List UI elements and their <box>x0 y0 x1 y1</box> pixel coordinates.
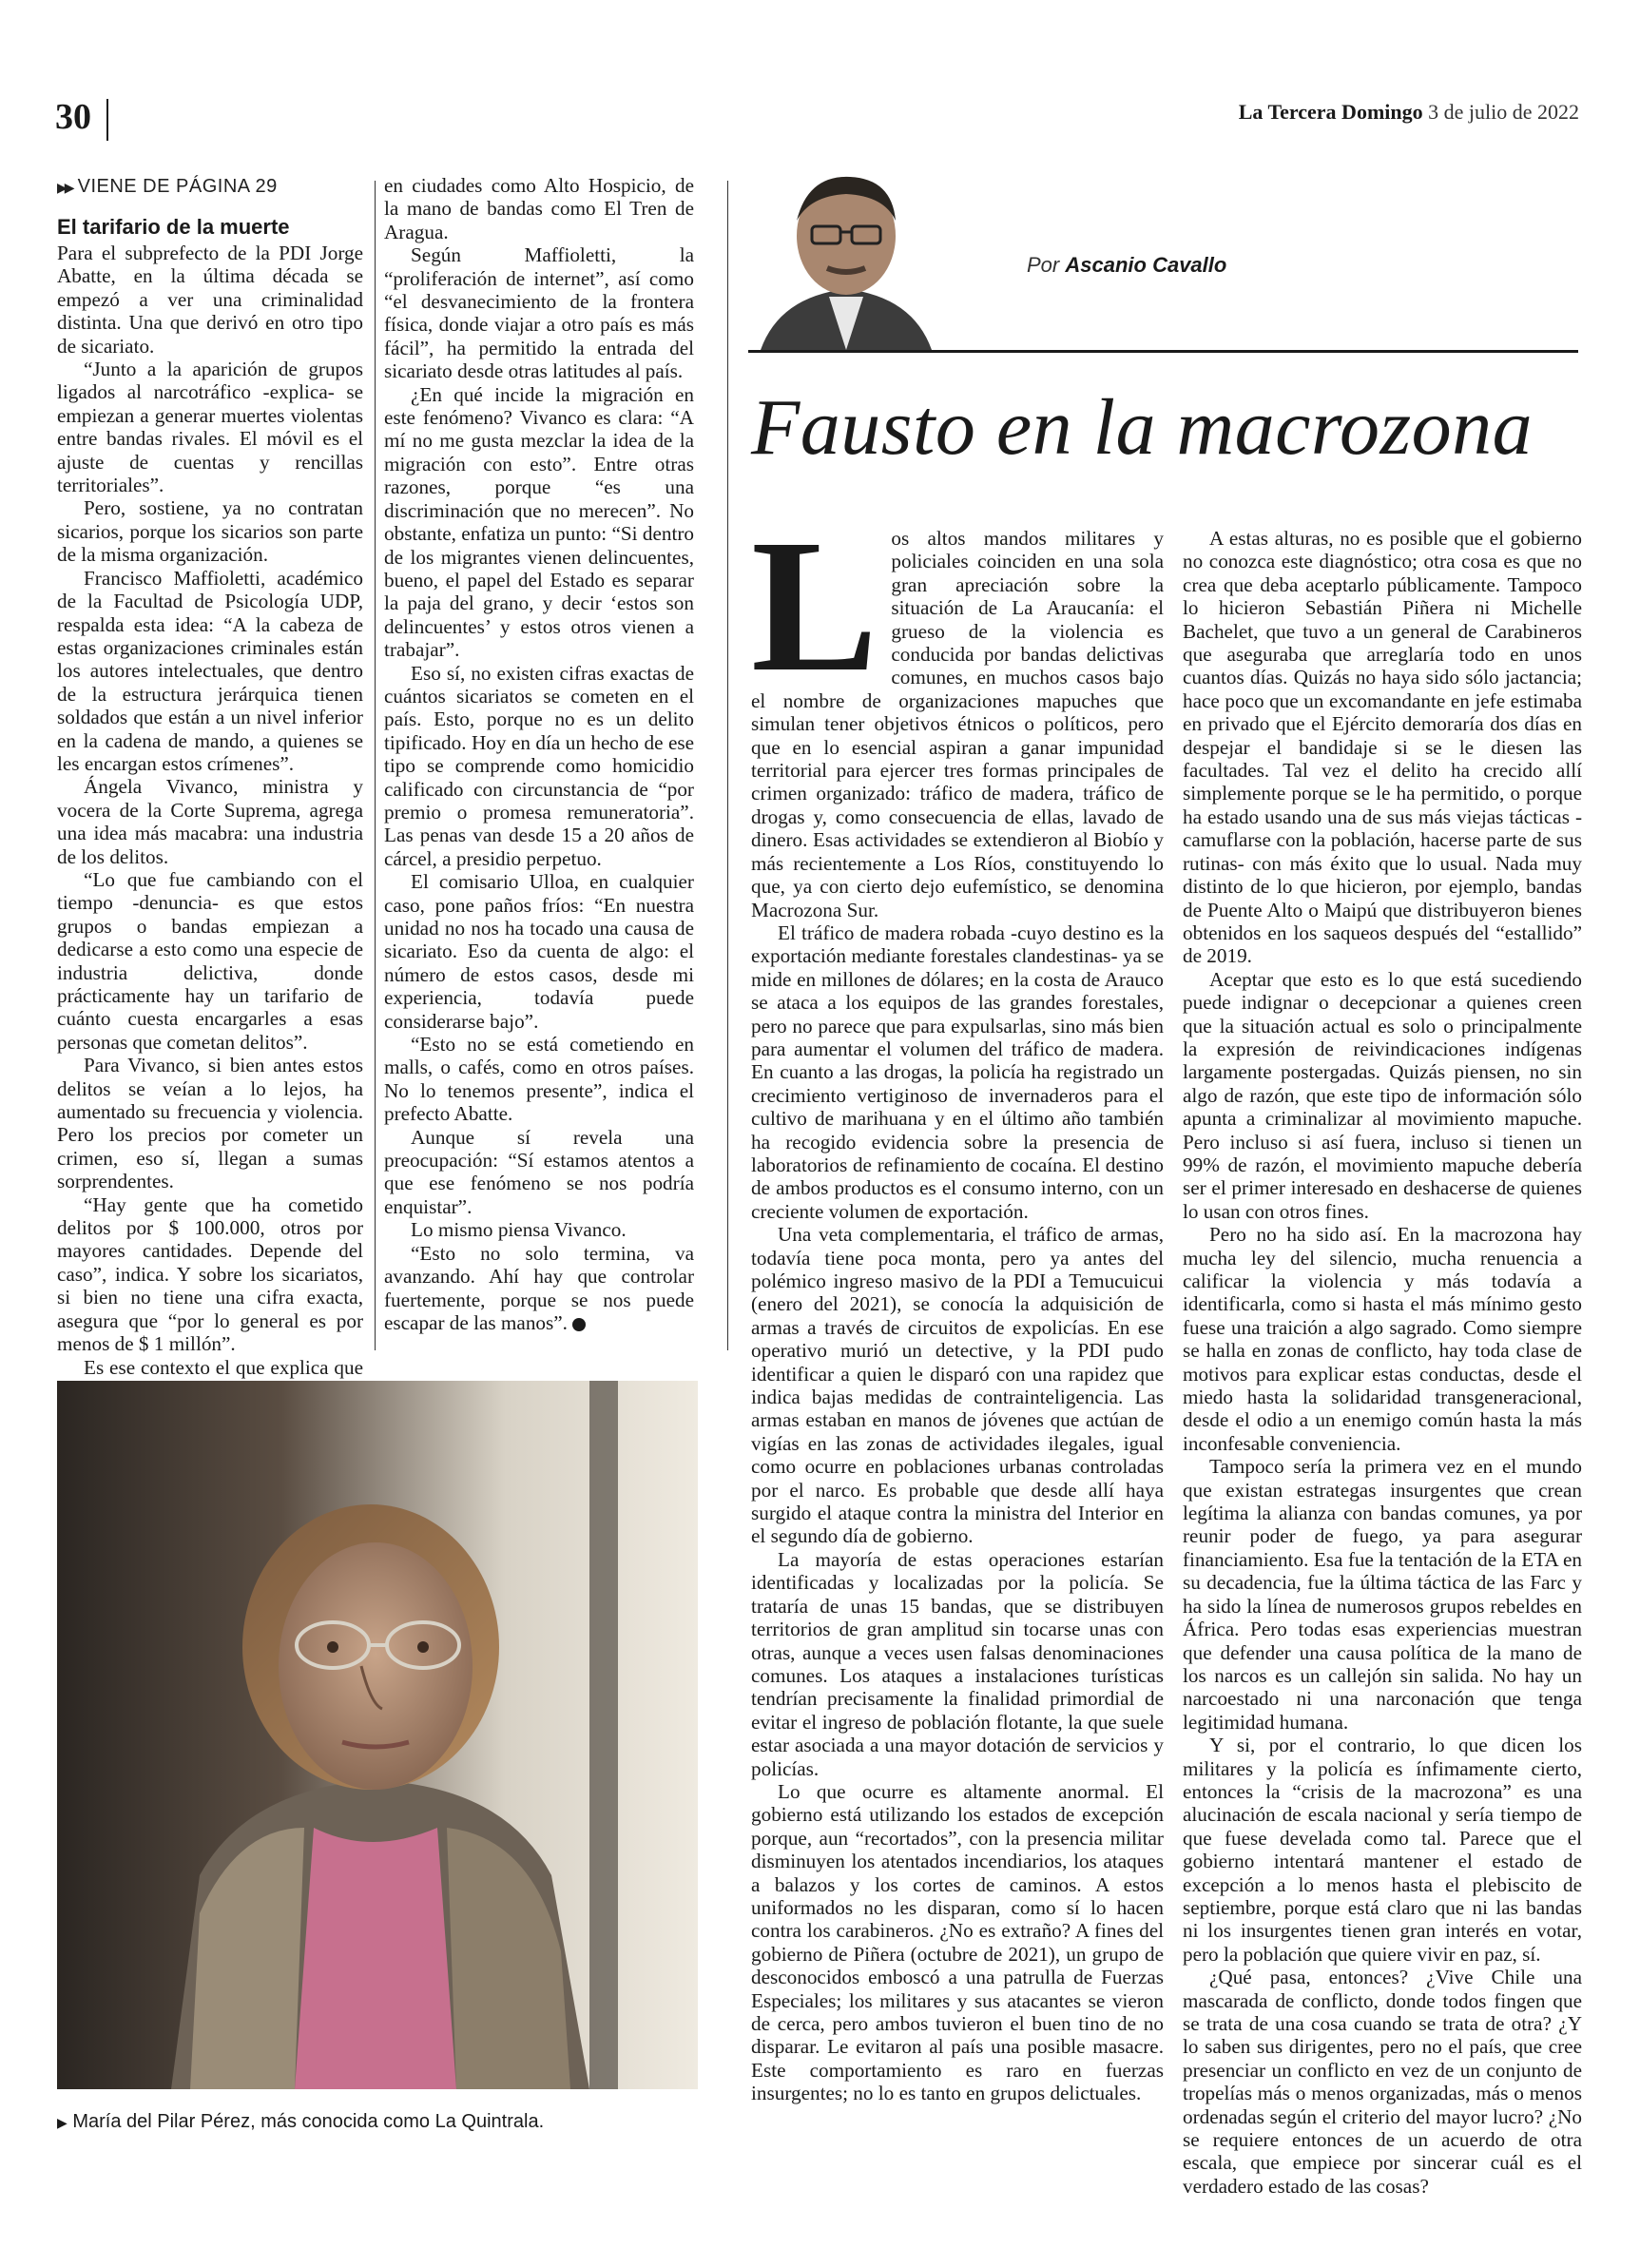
paragraph: en ciudades como Alto Hospicio, de la mano de bandas como El Tren de Aragua. <box>384 174 694 243</box>
paragraph: Pero no ha sido así. En la macrozona hay mucha ley del silencio, mucha renuencia a calificar la violencia y más todavía a identificarla, como si hasta el más mínimo gesto fuese una traición a algo sagrado. Como siempre se halla en zonas de conflicto, hay toda clase de motivos para explicar estas conductas, desde el miedo hasta la solidaridad transgeneracional, desde el odio a un enemigo común hasta la más inconfesable conveniencia. <box>1183 1223 1582 1455</box>
paragraph: “Hay gente que ha cometido delitos por $ 100.000, otros por mayores cantidades. Depende del caso”, indica. Y sobre los sicariatos, si bien no tiene una cifra exacta, asegura que “por lo general es por menos de $ 1 millón”. <box>57 1192 363 1356</box>
paragraph: Francisco Maffioletti, académico de la Facultad de Psicología UDP, respalda esta idea: “A la cabeza de estas organizaciones criminales están los autores intelectuales, que dentro de la estructura jerárquica tienen soldados que están a un nivel inferior en la cadena de mando, a quienes se les encargan estos crímenes”. <box>57 566 363 775</box>
paragraph: La mayoría de estas operaciones estarían identificadas y localizadas por la policía. Se trataría de unas 15 bandas, que se distribuyen territorios de gran amplitud sin tocarse unas con otras, aunque a veces usen falsas denominaciones comunes. Los ataques a instalaciones turísticas tendrían precisamente la finalidad primordial de evitar el ingreso de población flotante, la que suele estar asociada a una mayor dotación de servicios y policías. <box>751 1547 1164 1780</box>
drop-cap: L <box>751 501 878 711</box>
column-body-1 <box>751 501 1164 2143</box>
paragraph: Tampoco sería la primera vez en el mundo que existan estrategas insurgentes que crean legítima la alianza con bandas comunes, ya por reunir poder de fuego, ya para asegurar financiamiento. Esa fue la tentación de la ETA en su decadencia, fue la última táctica de las Farc y ha sido la línea de numerosos grupos rebeldes en África. Pero todas esas experiencias muestran que defender una causa política de la mano de los narcos es un callejón sin salida. No hay un narcoestado ni una narconación que tenga legitimidad humana. <box>1183 1455 1582 1734</box>
continued-from-kicker: ▶▶ VIENE DE PÁGINA 29 <box>57 176 278 197</box>
column-headline: Fausto en la macrozona <box>751 383 1534 472</box>
paragraph: os altos mandos militares y policiales coinciden en una sola gran apreciación sobre la situación de La Araucanía: el grueso de la violencia es conducida por bandas delictivas comunes, en muchos casos bajo el nombre de organizaciones mapuches que simulan tener objetivos étnicos o políticos, pero que en lo esencial aspiran a ganar impunidad territorial para ejercer tres formas principales de crimen organizado: tráfico de madera, tráfico de drogas y, como consecuencia de ellas, lavado de dinero. Esas actividades se extendieron al Biobío y más recientemente a Los Ríos, constituyendo lo que, ya con cierto dejo eufemístico, se denomina Macrozona Sur. <box>751 527 1164 921</box>
column-divider <box>727 181 728 1350</box>
author-headshot <box>751 164 941 350</box>
paragraph: “Lo que fue cambiando con el tiempo -denuncia- es que estos grupos o bandas empiezan a dedicarse a esto como una especie de industria delictiva, donde prácticamente hay un tarifario de cuánto cuesta encargarles a esas personas que cometan delitos”. <box>57 867 363 1054</box>
paragraph: “Junto a la aparición de grupos ligados al narcotráfico -explica- se empiezan a generar muertes violentas entre bandas rivales. El móvil es el ajuste de cuentas y rencillas territoriales”. <box>57 358 363 497</box>
publication-name: La Tercera Domingo <box>1238 100 1423 124</box>
column-divider <box>375 181 376 1350</box>
paragraph: El tráfico de madera robada -cuyo destino es la exportación mediante forestales clandestinas- ya se mide en millones de dólares; en la costa de Arauco se ataca a los equipos de las grandes forestales, pero no parece que para expulsarlas, sino más bien para aumentar el volumen del tráfico de madera. En cuanto a las drogas, la policía ha registrado un crecimiento vertiginoso de invernaderos para el cultivo de marihuana y en el último año también ha recogido evidencia sobre la presencia de laboratorios de refinamiento de cocaína. El destino de ambos productos es el consumo interno, con un creciente volumen de exportación. <box>751 921 1164 1223</box>
end-of-article-icon: ● <box>572 1318 586 1331</box>
paragraph: Según Maffioletti, la “proliferación de internet”, así como “el desvanecimiento de la frontera física, donde viajar a otro país es más fácil”, ha permitido la entrada del sicariato desde otras latitudes al país. <box>384 243 694 383</box>
paragraph-list <box>57 242 363 1425</box>
paragraph: ¿En qué incide la migración en este fenómeno? Vivanco es clara: “A mí no me gusta mezclar la idea de la migración con esto”. Entre otras razones, porque “es una discriminación que no merecen”. No obstante, enfatiza un punto: “Si dentro de los migrantes vienen delincuentes, bueno, el papel del Estado es separar la paja del grano, y decir ‘estos son delincuentes’ y estos otros vienen a trabajar”. <box>384 382 694 662</box>
paragraph: Aunque sí revela una preocupación: “Sí estamos atentos a que ese fenómeno se nos podría enquistar”. <box>384 1125 694 1218</box>
paragraph: A estas alturas, no es posible que el gobierno no conozca este diagnóstico; otra cosa es que no crea que deba aceptarlo públicamente. Tampoco lo hicieron Sebastián Piñera ni Michelle Bachelet, que tuvo a un general de Carabineros que aseguraba que arreglaría todo en unos cuantos días. Quizás no haya sido sólo jactancia; hace poco que un excomandante en jefe estimaba en privado que el Ejército demoraría dos días en despejar el bandidaje si se le diesen las facultades. Tal vez el delito ha crecido allí simplemente porque se le ha permitido, o porque ha estado usando una de sus más viejas tácticas -camuflarse con la población, hacerse parte de sus rutinas- con más éxito que lo usual. Nada muy distinto de lo que hicieron, por ejemplo, bandas de Puente Alto o Maipú que distribuyeron bienes obtenidos en los saqueos después del “estallido” de 2019. <box>1183 527 1582 968</box>
byline: Por Ascanio Cavallo <box>1027 253 1227 277</box>
paragraph: Lo que ocurre es altamente anormal. El gobierno está utilizando los estados de excepción porque, aun “recortados”, con la presencia militar disminuyen los atentados incendiarios, los ataques a balazos y los cortes de caminos. A estos uniformados no les disparan, como sí lo hacen contra los carabineros. ¿No es extraño? A fines del gobierno de Piñera (octubre de 2021), un grupo de desconocidos emboscó a una patrulla de Fuerzas Especiales; los militares y sus atacantes se vieron de cerca, pero ambos tuvieron el buen tino de no disparar. Le evitaron al país una posible masacre. Este comportamiento es raro en fuerzas insurgentes; no lo es tanto en grupos delictuales. <box>751 1779 1164 2105</box>
left-article-column-2 <box>384 174 694 1353</box>
caption-arrow-icon: ▶ <box>57 2115 68 2130</box>
section-subhead: El tarifario de la muerte <box>57 215 290 239</box>
paragraph: Para Vivanco, si bien antes estos delitos se veían a lo lejos, ha aumentado su frecuencia y violencia. Pero los precios por cometer un crimen, eso sí, llegan a sumas sorprendentes. <box>57 1054 363 1193</box>
paragraph: Aceptar que esto es lo que está sucediendo puede indignar o decepcionar a quienes creen que la situación actual es solo o principalmente la expresión de reivindicaciones indígenas largamente postergadas. Quizás piensen, no sin algo de razón, que este tipo de información sólo apunta a criminalizar al movimiento mapuche. Pero incluso si así fuera, incluso si tienen un 99% de razón, el movimiento mapuche debería ser el primer interesado en deshacerse de quienes lo usan con otros fines. <box>1183 967 1582 1223</box>
paragraph: “Esto no se está cometiendo en malls, o cafés, como en otros países. No lo tenemos presente”, indica el prefecto Abatte. <box>384 1033 694 1126</box>
headline-rule <box>748 350 1578 353</box>
portrait-illustration <box>57 1381 698 2089</box>
quintrala-photo <box>57 1381 698 2089</box>
paragraph: Eso sí, no existen cifras exactas de cuántos sicariatos se cometen en el país. Esto, porque no es un delito tipificado. Hoy en día un hecho de ese tipo se comprende como homicidio calificado con circunstancia de “por premio o promesa remuneratoria”. Las penas van desde 15 a 20 años de cárcel, a presidio perpetuo. <box>384 661 694 870</box>
page-number-divider <box>106 99 108 141</box>
masthead <box>1239 99 1579 126</box>
paragraph: Una veta complementaria, el tráfico de armas, todavía tiene poca monta, pero ya antes del polémico ingreso masivo de la PDI a Temucuicui (enero del 2021), se conocía la adquisición de armas a través de circuitos de expolicías. En ese operativo murió un detective, y la PDI pudo identificar a quien le disparó con una rapidez que indica bajas medidas de contrainteligencia. Las armas estaban en manos de jóvenes que actúan de vigías en las zonas de actividades ilegales, igual como ocurre en poblaciones urbanas controladas por el narco. Es probable que desde allí haya surgido el ataque contra la ministra del Interior en el segundo día de gobierno. <box>751 1223 1164 1548</box>
paragraph: Es ese contexto el que explica que <box>84 1355 363 1379</box>
left-article-column-1 <box>57 174 363 1379</box>
page-number: 30 <box>55 97 91 137</box>
paragraph: Pero, sostiene, ya no contratan sicarios, porque los sicarios son parte de la misma organización. <box>57 496 363 567</box>
paragraph: Y si, por el contrario, lo que dicen los militares y la policía es ínfimamente cierto, entonces la “crisis de la macrozona” es una alucinación de escala nacional y sería tiempo de que fuese develada como tal. Parece que el gobierno intentará mantener el estado de excepción a lo menos hasta el plebiscito de septiembre, porque está claro que ni las bandas ni los insurgentes tienen gran interés en votar, pero la población que quiere vivir en paz, sí. <box>1183 1734 1582 1966</box>
paragraph: Para el subprefecto de la PDI Jorge Abatte, en la última década se empezó a ver una criminalidad distinta. Una que derivó en otro tipo de sicariato. <box>57 242 363 358</box>
author-portrait <box>751 164 941 350</box>
column-body-2 <box>1183 527 1582 2198</box>
paragraph: “Esto no solo termina, va avanzando. Ahí hay que controlar fuertemente, porque se nos puede escapar de las manos”. ● <box>384 1241 694 1334</box>
paragraph: ¿Qué pasa, entonces? ¿Vive Chile una mascarada de conflicto, donde todos fingen que se trata de una cosa cuando se trata de otra? ¿Y lo saben sus dirigentes, pero no el país, que cree presenciar un conflicto en vez de un conjunto de tropelías más o menos organizadas, más o menos ordenadas según el criterio del mayor lucro? ¿No se requiere entonces de un acuerdo de otra escala, que empiece por sincerar cuál es el verdadero estado de las cosas? <box>1183 1966 1582 2198</box>
paragraph-list <box>751 501 1164 2105</box>
paragraph: Ángela Vivanco, ministra y vocera de la Corte Suprema, agrega una idea más macabra: una industria de los delitos. <box>57 775 363 868</box>
paragraph: El comisario Ulloa, en cualquier caso, pone paños fríos: “En nuestra unidad no nos ha tocado una causa de sicariato. Eso da cuenta de algo: el número de estos casos, desde mi experiencia, todavía puede considerarse bajo”. <box>384 870 694 1033</box>
paragraph-list <box>384 174 694 1334</box>
photo-caption: ▶ María del Pilar Pérez, más conocida como La Quintrala. <box>57 2111 545 2132</box>
paragraph-list <box>1183 527 1582 2198</box>
double-arrow-icon: ▶▶ <box>57 180 72 195</box>
author-name: Ascanio Cavallo <box>1065 253 1227 277</box>
paragraph: Lo mismo piensa Vivanco. <box>411 1218 627 1242</box>
issue-date: 3 de julio de 2022 <box>1428 100 1579 124</box>
